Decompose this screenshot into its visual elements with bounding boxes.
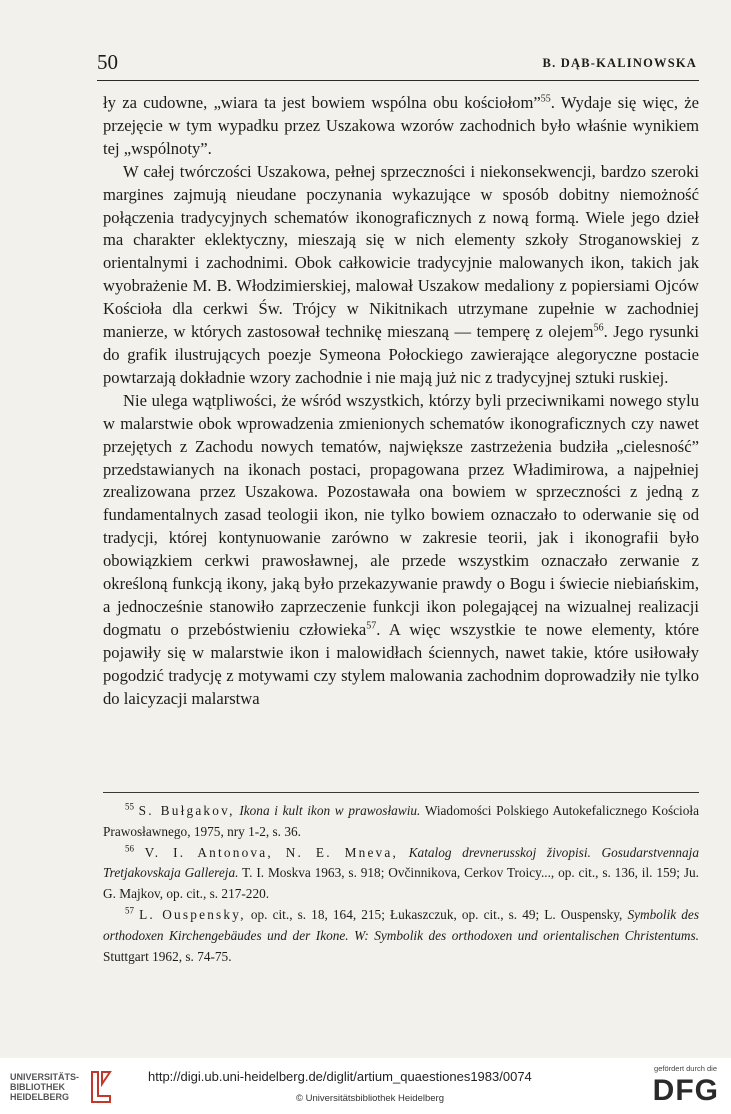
footnote-ref[interactable]: 56: [593, 322, 604, 334]
footnote-rest: Stuttgart 1962, s. 74-75.: [103, 948, 232, 964]
library-mark-icon: [90, 1070, 112, 1104]
body-text: [103, 92, 699, 710]
footnote-rest: Wiadomości Polskiego Autokefalicznego Kościoła Prawosławnego, 1975, nry 1-2, s. 36.: [103, 803, 699, 839]
header-rule: [97, 80, 699, 81]
footnote-title: Katalog drevnerusskoj živopisi. Gosudarstvennaja Tretjakovskaja Gallereja.: [103, 844, 700, 881]
paragraph: Nie ulega wątpliwości, że wśród wszystkich, którzy byli przeciwnikami nowego stylu w malarstwie obok wprowadzenia zmienionych schematów ikonograficznych czy nawet przejętych z Zachodu nowych tematów, największe zastrzeżenia budziła „cielesność” przedstawianych na ikonach postaci, propagowana przez Władimirowa, a najpełniej zrealizowana przez Uszakowa. Pozostawała ona bowiem w sprzeczności z jedną z fundamentalnych zasad teologii ikon, nie tylko bowiem oznaczało to oderwanie się od tradycji, której kontynuowanie zarówno w zakresie teorii, jak i ikonografii było obowiązkiem cerkwi prawosławnej, ale przede wszystkim oznaczało zerwanie z określoną funkcją ikony, jaką było przekazywanie prawdy o Bogu i świecie niebiańskim, a jednocześnie stanowiło zaprzeczenie funkcji ikon polegającej na wizualnej realizacji dogmatu o przebóstwieniu człowieka$^{57}$. A więc wszystkie te nowe elementy, które pojawiły się w malarstwie ikon i malowidłach ściennych, nawet takie, które usiłowały pogodzić tradycję z motywami czy stylem malowania zachodnim doprowadziły nie tylko do laicyzacji malarstwa: [103, 390, 699, 708]
footnote-title: Ikona i kult ikon w prawosławiu.: [239, 803, 421, 818]
footnote-author: S. Bułgakov,: [138, 803, 235, 818]
footnote-number: 55: [125, 801, 134, 812]
permalink-url[interactable]: http://digi.ub.uni-heidelberg.de/diglit/artium_quaestiones1983/0074: [148, 1069, 532, 1084]
library-name: UNIVERSITÄTS- BIBLIOTHEK HEIDELBERG: [10, 1072, 80, 1102]
footnote-ref[interactable]: 57: [366, 620, 377, 632]
paragraph: ły za cudowne, „wiara ta jest bowiem wspólna obu kościołom”$^{55}$. Wydaje się więc, że przejęcie w tym wypadku przez Uszakowa wzorów zachodnich było właśnie wynikiem tej „wspólnoty”.: [103, 93, 699, 158]
copyright-notice: © Universitätsbibliothek Heidelberg: [296, 1093, 444, 1104]
viewer-footer: [0, 1058, 731, 1114]
footnote-author: L. Ouspensky,: [139, 906, 246, 922]
page-number: 50: [97, 50, 118, 74]
dfg-logo[interactable]: DFG: [652, 1074, 719, 1107]
footnote-number: 57: [125, 905, 134, 916]
funded-by-label: gefördert durch die: [654, 1064, 717, 1073]
footnote-rest: T. I. Moskva 1963, s. 918; Ovčinnikova, Cerkov Troicy..., op. cit., s. 136, il. 159; Ju. G. Majkov, op. cit., s. 217-220.: [103, 865, 699, 902]
footnote: [103, 905, 699, 967]
footnote: [103, 801, 699, 843]
footnote-number: 56: [125, 843, 134, 854]
footnote-author: V. I. Antonova, N. E. Mneva,: [144, 844, 399, 860]
footnote-ref[interactable]: 55: [540, 93, 551, 105]
running-head: B. DĄB-KALINOWSKA: [542, 56, 697, 70]
footnotes: [103, 801, 699, 967]
university-library-logo[interactable]: [10, 1070, 105, 1106]
footnote-rest: op. cit., s. 18, 164, 215; Łukaszczuk, op. cit., s. 49; L. Ouspensky,: [250, 906, 623, 922]
footnote: [103, 843, 699, 905]
footnote-title: Symbolik des orthodoxen Kirchengebäudes und der Ikone. W: Symbolik des orthodoxen und orientalischen Christentums.: [103, 906, 700, 943]
paragraph: W całej twórczości Uszakowa, pełnej sprzeczności i niekonsekwencji, bardzo szeroki margines zajmują nieudane poczynania wykazujące w sposób dobitny niemożność połączenia tradycyjnych schematów ikonograficznych z nową formą. Wiele jego dzieł ma charakter eklektyczny, mieszają się w nich elementy szkoły Stroganowskiej z orientalnymi i zachodnimi. Obok całkowicie tradycyjnie malowanych ikon, takich jak wyobrażenie M. B. Włodzimierskiej, malował Uszakow medaliony z popiersiami Ojców Kościoła dla cerkwi Św. Trójcy w Nikitnikach utrzymane zupełnie w zachodniej manierze, w których zastosował technikę mieszaną — temperę z olejem$^{56}$. Jego rysunki do grafik ilustrujących poezje Symeona Połockiego zawierające alegoryczne postacie powtarzają dokładnie wzory zachodnie i nie mają już nic z tradycyjnej sztuki ruskiej.: [103, 161, 699, 387]
page-header: [97, 50, 697, 80]
footnote-rule: [103, 792, 699, 793]
